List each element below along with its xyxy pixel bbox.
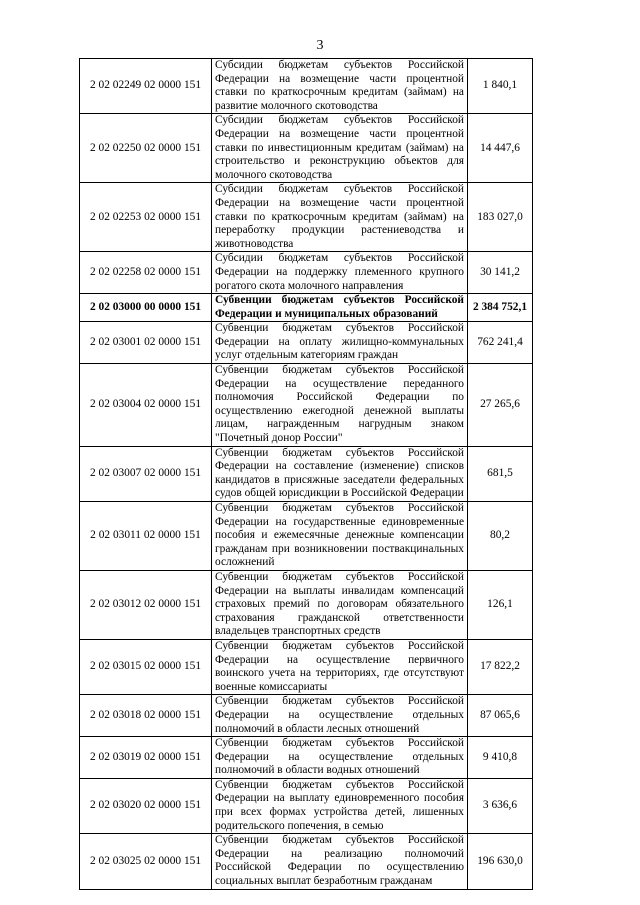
revenue-amount: 762 241,4 [468, 322, 533, 364]
table-row [80, 502, 533, 571]
table-row [80, 570, 533, 639]
revenue-amount: 87 065,6 [468, 695, 533, 737]
table-row [80, 183, 533, 252]
revenue-description: Субвенции бюджетам субъектов Российской Федерации на осуществление отдельных полномочий в области лесных отношений [212, 695, 468, 737]
revenue-code: 2 02 03020 02 0000 151 [80, 778, 212, 833]
revenue-code: 2 02 03015 02 0000 151 [80, 639, 212, 694]
revenue-amount: 14 447,6 [468, 114, 533, 183]
revenue-code: 2 02 02249 02 0000 151 [80, 59, 212, 114]
table-row [80, 639, 533, 694]
table-row [80, 364, 533, 447]
revenue-description: Субвенции бюджетам субъектов Российской Федерации на реализацию полномочий Российской Федерации по осуществлению социальных выплат безработным гражданам [212, 834, 468, 889]
table-row [80, 59, 533, 114]
revenue-amount: 183 027,0 [468, 183, 533, 252]
revenue-description: Субсидии бюджетам субъектов Российской Федерации на возмещение части процентной ставки по инвестиционным кредитам (займам) на строительство и реконструкцию объектов для молочного скотоводства [212, 114, 468, 183]
revenue-amount: 196 630,0 [468, 834, 533, 889]
revenue-amount: 3 636,6 [468, 778, 533, 833]
revenue-code: 2 02 03025 02 0000 151 [80, 834, 212, 889]
revenue-code: 2 02 03012 02 0000 151 [80, 570, 212, 639]
revenue-description: Субсидии бюджетам субъектов Российской Федерации на возмещение части процентной ставки по краткосрочным кредитам (займам) на развитие молочного скотоводства [212, 59, 468, 114]
table-row [80, 778, 533, 833]
revenue-description: Субвенции бюджетам субъектов Российской Федерации на выплаты инвалидам компенсаций страховых премий по договорам обязательного страхования гражданской ответственности владельцев транспортных средств [212, 570, 468, 639]
revenue-amount: 2 384 752,1 [468, 294, 533, 322]
table-row [80, 737, 533, 779]
revenue-description: Субвенции бюджетам субъектов Российской Федерации и муниципальных образований [212, 294, 468, 322]
revenue-amount: 9 410,8 [468, 737, 533, 779]
revenue-amount: 1 840,1 [468, 59, 533, 114]
revenue-code: 2 02 03004 02 0000 151 [80, 364, 212, 447]
revenue-description: Субвенции бюджетам субъектов Российской Федерации на осуществление переданного полномочия Российской Федерации по осуществлению ежегодной денежной выплаты лицам, награжденным нагрудным знаком "Почетный донор России" [212, 364, 468, 447]
page-number: 3 [316, 38, 324, 53]
budget-revenue-table [79, 58, 533, 890]
table-row [80, 322, 533, 364]
table-row [80, 446, 533, 501]
revenue-code: 2 02 03007 02 0000 151 [80, 446, 212, 501]
revenue-code: 2 02 02258 02 0000 151 [80, 252, 212, 294]
revenue-amount: 30 141,2 [468, 252, 533, 294]
revenue-code: 2 02 03018 02 0000 151 [80, 695, 212, 737]
revenue-description: Субсидии бюджетам субъектов Российской Федерации на возмещение части процентной ставки по краткосрочным кредитам (займам) на переработку продукции растениеводства и животноводства [212, 183, 468, 252]
revenue-amount: 126,1 [468, 570, 533, 639]
revenue-description: Субвенции бюджетам субъектов Российской Федерации на осуществление первичного воинского учета на территориях, где отсутствуют военные комиссариаты [212, 639, 468, 694]
table-row [80, 114, 533, 183]
revenue-amount: 27 265,6 [468, 364, 533, 447]
revenue-code: 2 02 03000 00 0000 151 [80, 294, 212, 322]
revenue-amount: 681,5 [468, 446, 533, 501]
revenue-code: 2 02 02253 02 0000 151 [80, 183, 212, 252]
revenue-description: Субвенции бюджетам субъектов Российской Федерации на государственные единовременные пособия и ежемесячные денежные компенсации гражданам при возникновении поствакцинальных осложнений [212, 502, 468, 571]
table-row [80, 695, 533, 737]
revenue-code: 2 02 03001 02 0000 151 [80, 322, 212, 364]
revenue-description: Субсидии бюджетам субъектов Российской Федерации на поддержку племенного крупного рогатого скота молочного направления [212, 252, 468, 294]
table-row [80, 252, 533, 294]
table-row [80, 834, 533, 889]
revenue-description: Субвенции бюджетам субъектов Российской Федерации на осуществление отдельных полномочий в области водных отношений [212, 737, 468, 779]
revenue-description: Субвенции бюджетам субъектов Российской Федерации на выплату единовременного пособия при всех формах устройства детей, лишенных родительского попечения, в семью [212, 778, 468, 833]
revenue-description: Субвенции бюджетам субъектов Российской Федерации на составление (изменение) списков кандидатов в присяжные заседатели федеральных судов общей юрисдикции в Российской Федерации [212, 446, 468, 501]
revenue-description: Субвенции бюджетам субъектов Российской Федерации на оплату жилищно-коммунальных услуг отдельным категориям граждан [212, 322, 468, 364]
table-row-group-total [80, 294, 533, 322]
revenue-code: 2 02 03011 02 0000 151 [80, 502, 212, 571]
revenue-amount: 80,2 [468, 502, 533, 571]
revenue-code: 2 02 03019 02 0000 151 [80, 737, 212, 779]
revenue-amount: 17 822,2 [468, 639, 533, 694]
revenue-code: 2 02 02250 02 0000 151 [80, 114, 212, 183]
